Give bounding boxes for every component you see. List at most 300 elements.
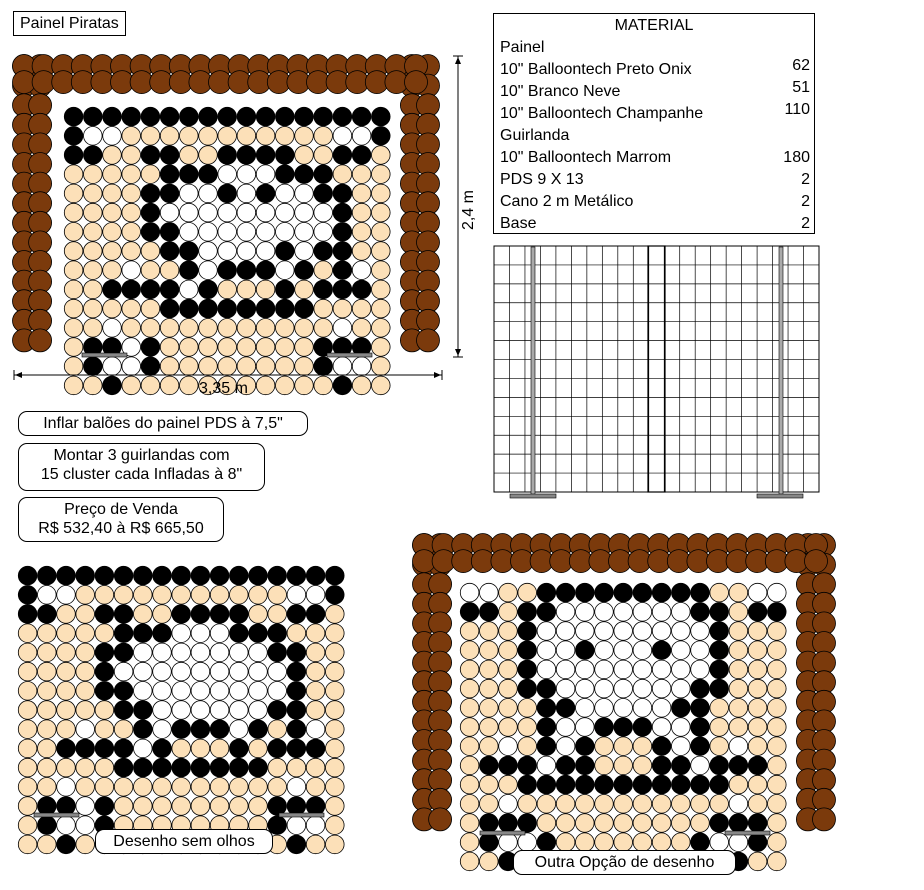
- panel-balloon: [249, 586, 268, 605]
- panel-balloon: [295, 242, 314, 261]
- height-dimension-label: 2,4 m: [460, 189, 477, 230]
- panel-balloon: [672, 775, 691, 794]
- panel-balloon: [268, 720, 287, 739]
- panel-balloon: [180, 261, 199, 280]
- panel-balloon: [230, 701, 249, 720]
- panel-balloon: [306, 566, 325, 585]
- panel-balloon: [191, 624, 210, 643]
- panel-balloon: [306, 816, 325, 835]
- panel-balloon: [249, 778, 268, 797]
- panel-balloon: [180, 184, 199, 203]
- panel-balloon: [595, 775, 614, 794]
- panel-balloon: [595, 603, 614, 622]
- panel-balloon: [38, 701, 57, 720]
- panel-balloon: [372, 107, 391, 126]
- panel-balloon: [633, 622, 652, 641]
- panel-balloon: [480, 622, 499, 641]
- panel-balloon: [306, 797, 325, 816]
- panel-balloon: [556, 795, 575, 814]
- panel-balloon: [537, 603, 556, 622]
- panel-balloon: [372, 280, 391, 299]
- panel-balloon: [268, 605, 287, 624]
- panel-balloon: [595, 814, 614, 833]
- panel-balloon: [614, 660, 633, 679]
- panel-balloon: [499, 718, 518, 737]
- panel-balloon: [595, 795, 614, 814]
- panel-balloon: [84, 319, 103, 338]
- panel-balloon: [76, 566, 95, 585]
- panel-balloon: [191, 566, 210, 585]
- panel-balloon: [153, 662, 172, 681]
- panel-balloon: [141, 299, 160, 318]
- caption-other-option: Outra Opção de desenho: [513, 850, 736, 875]
- panel-balloon: [314, 165, 333, 184]
- panel-balloon: [84, 146, 103, 165]
- panel-balloon: [134, 778, 153, 797]
- panel-balloon: [614, 641, 633, 660]
- panel-balloon: [256, 357, 275, 376]
- panel-balloon: [614, 833, 633, 852]
- material-qty: 110: [784, 101, 810, 118]
- panel-balloon: [672, 660, 691, 679]
- panel-balloon: [268, 624, 287, 643]
- panel-balloon: [141, 319, 160, 338]
- panel-balloon: [134, 643, 153, 662]
- panel-balloon: [230, 586, 249, 605]
- panel-balloon: [276, 242, 295, 261]
- panel-balloon: [95, 586, 114, 605]
- panel-balloon: [372, 242, 391, 261]
- panel-balloon: [306, 701, 325, 720]
- panel-balloon: [84, 242, 103, 261]
- panel-balloon: [172, 624, 191, 643]
- panel-balloon: [295, 357, 314, 376]
- panel-balloon: [672, 718, 691, 737]
- panel-balloon: [518, 737, 537, 756]
- panel-balloon: [372, 184, 391, 203]
- panel-balloon: [230, 797, 249, 816]
- panel-balloon: [768, 660, 787, 679]
- panel-balloon: [372, 146, 391, 165]
- panel-base: [757, 494, 803, 498]
- panel-balloon: [210, 739, 229, 758]
- panel-balloon: [480, 679, 499, 698]
- panel-balloon: [64, 127, 83, 146]
- panel-balloon: [84, 223, 103, 242]
- panel-balloon: [103, 319, 122, 338]
- panel-balloon: [191, 605, 210, 624]
- panel-balloon: [95, 797, 114, 816]
- panel-balloon: [295, 203, 314, 222]
- dimension-arrow: [434, 372, 441, 378]
- panel-balloon: [276, 376, 295, 395]
- panel-balloon: [314, 127, 333, 146]
- panel-balloon: [95, 778, 114, 797]
- panel-balloon: [556, 583, 575, 602]
- panel-balloon: [268, 682, 287, 701]
- panel-balloon: [729, 775, 748, 794]
- panel-balloon: [210, 701, 229, 720]
- panel-balloon: [153, 758, 172, 777]
- panel-balloon: [537, 775, 556, 794]
- panel-balloon: [218, 107, 237, 126]
- panel-balloon: [518, 699, 537, 718]
- panel-balloon: [276, 127, 295, 146]
- panel-balloon: [153, 643, 172, 662]
- panel-balloon: [652, 756, 671, 775]
- panel-balloon: [199, 299, 218, 318]
- panel-balloon: [114, 739, 133, 758]
- panel-balloon: [614, 603, 633, 622]
- panel-balloon: [153, 624, 172, 643]
- panel-balloon: [57, 739, 76, 758]
- panel-balloon: [57, 778, 76, 797]
- panel-balloon: [57, 566, 76, 585]
- panel-balloon: [180, 127, 199, 146]
- panel-balloon: [537, 660, 556, 679]
- panel-balloon: [633, 718, 652, 737]
- panel-balloon: [230, 662, 249, 681]
- panel-balloon: [199, 261, 218, 280]
- panel-balloon: [114, 605, 133, 624]
- panel-balloon: [180, 223, 199, 242]
- panel-balloon: [710, 679, 729, 698]
- panel-balloon: [295, 107, 314, 126]
- panel-balloon: [295, 223, 314, 242]
- material-row: [500, 101, 810, 126]
- panel-balloon: [268, 758, 287, 777]
- panel-balloon: [729, 603, 748, 622]
- panel-balloon: [499, 795, 518, 814]
- panel-balloon: [160, 127, 179, 146]
- panel-balloon: [614, 622, 633, 641]
- garland-balloon: [813, 808, 836, 831]
- panel-base: [725, 831, 770, 835]
- panel-balloon: [333, 319, 352, 338]
- panel-balloon: [256, 127, 275, 146]
- panel-balloon: [372, 165, 391, 184]
- panel-balloon: [352, 223, 371, 242]
- panel-balloon: [172, 720, 191, 739]
- panel-balloon: [556, 718, 575, 737]
- panel-balloon: [218, 146, 237, 165]
- panel-balloon: [76, 701, 95, 720]
- panel-balloon: [691, 775, 710, 794]
- panel-balloon: [210, 605, 229, 624]
- panel-balloon: [295, 127, 314, 146]
- panel-balloon: [153, 605, 172, 624]
- panel-balloon: [141, 261, 160, 280]
- panel-balloon: [729, 699, 748, 718]
- panel-balloon: [672, 756, 691, 775]
- panel-balloon: [729, 718, 748, 737]
- panel-balloon: [57, 816, 76, 835]
- material-name: 10" Balloontech Champanhe: [500, 105, 704, 122]
- panel-balloon: [314, 319, 333, 338]
- panel-balloon: [537, 641, 556, 660]
- panel-balloon: [287, 835, 306, 854]
- panel-balloon: [38, 720, 57, 739]
- panel-balloon: [537, 833, 556, 852]
- panel-balloon: [576, 775, 595, 794]
- panel-balloon: [191, 701, 210, 720]
- panel-balloon: [218, 319, 237, 338]
- panel-balloon: [614, 699, 633, 718]
- panel-balloon: [122, 319, 141, 338]
- panel-balloon: [191, 720, 210, 739]
- panel-balloon: [295, 146, 314, 165]
- panel-balloon: [729, 583, 748, 602]
- panel-balloon: [710, 603, 729, 622]
- panel-balloon: [556, 622, 575, 641]
- panel-balloon: [103, 357, 122, 376]
- panel-base: [279, 813, 324, 817]
- panel-balloon: [141, 184, 160, 203]
- panel-balloon: [141, 165, 160, 184]
- panel-balloon: [306, 739, 325, 758]
- garland-balloon: [805, 550, 828, 573]
- panel-balloon: [333, 261, 352, 280]
- panel-balloon: [691, 699, 710, 718]
- panel-balloon: [199, 242, 218, 261]
- panel-balloon: [57, 835, 76, 854]
- panel-balloon: [141, 223, 160, 242]
- panel-balloon: [729, 833, 748, 852]
- panel-balloon: [18, 720, 37, 739]
- panel-balloon: [710, 833, 729, 852]
- panel-balloon: [499, 833, 518, 852]
- panel-balloon: [576, 756, 595, 775]
- panel-balloon: [326, 816, 345, 835]
- panel-balloon: [249, 758, 268, 777]
- panel-balloon: [95, 739, 114, 758]
- panel-balloon: [576, 641, 595, 660]
- panel-balloon: [153, 720, 172, 739]
- panel-balloon: [768, 833, 787, 852]
- panel-balloon: [114, 624, 133, 643]
- material-qty: 62: [792, 57, 810, 74]
- panel-balloon: [134, 624, 153, 643]
- panel-balloon: [537, 679, 556, 698]
- width-dimension-label: 3,35 m: [199, 380, 248, 397]
- panel-balloon: [210, 566, 229, 585]
- panel-balloon: [314, 357, 333, 376]
- panel-balloon: [652, 660, 671, 679]
- panel-balloon: [160, 203, 179, 222]
- panel-balloon: [537, 622, 556, 641]
- panel-balloon: [276, 165, 295, 184]
- panel-balloon: [372, 299, 391, 318]
- panel-balloon: [595, 756, 614, 775]
- panel-balloon: [499, 641, 518, 660]
- panel-balloon: [76, 586, 95, 605]
- panel-balloon: [237, 203, 256, 222]
- panel-balloon: [76, 643, 95, 662]
- panel-balloon: [134, 605, 153, 624]
- panel-balloon: [256, 261, 275, 280]
- panel-balloon: [499, 737, 518, 756]
- panel-balloon: [249, 605, 268, 624]
- panel-balloon: [306, 778, 325, 797]
- panel-balloon: [76, 739, 95, 758]
- panel-balloon: [237, 242, 256, 261]
- panel-balloon: [729, 641, 748, 660]
- panel-balloon: [333, 376, 352, 395]
- panel-balloon: [191, 758, 210, 777]
- panel-balloon: [287, 758, 306, 777]
- panel-balloon: [134, 758, 153, 777]
- panel-balloon: [237, 223, 256, 242]
- panel-balloon: [141, 146, 160, 165]
- material-qty: 2: [801, 193, 810, 210]
- panel-balloon: [556, 679, 575, 698]
- panel-balloon: [710, 756, 729, 775]
- panel-balloon: [191, 739, 210, 758]
- panel-balloon: [64, 107, 83, 126]
- panel-balloon: [768, 641, 787, 660]
- panel-balloon: [249, 662, 268, 681]
- panel-balloon: [306, 835, 325, 854]
- panel-balloon: [748, 833, 767, 852]
- panel-balloon: [537, 737, 556, 756]
- panel-balloon: [84, 203, 103, 222]
- panel-balloon: [103, 184, 122, 203]
- panel-balloon: [460, 852, 479, 871]
- panel-balloon: [314, 261, 333, 280]
- panel-balloon: [191, 586, 210, 605]
- panel-balloon: [180, 319, 199, 338]
- panel-balloon: [210, 720, 229, 739]
- panel-balloon: [314, 184, 333, 203]
- panel-balloon: [237, 261, 256, 280]
- panel-balloon: [748, 756, 767, 775]
- panel-balloon: [103, 299, 122, 318]
- panel-balloon: [172, 758, 191, 777]
- panel-balloon: [710, 660, 729, 679]
- panel-balloon: [633, 660, 652, 679]
- panel-balloon: [84, 357, 103, 376]
- panel-balloon: [729, 737, 748, 756]
- panel-balloon: [57, 701, 76, 720]
- panel-balloon: [172, 643, 191, 662]
- panel-balloon: [595, 679, 614, 698]
- panel-balloon: [153, 797, 172, 816]
- panel-balloon: [210, 778, 229, 797]
- panel-balloon: [230, 758, 249, 777]
- panel-balloon: [38, 586, 57, 605]
- panel-balloon: [180, 280, 199, 299]
- panel-balloon: [38, 605, 57, 624]
- panel-balloon: [64, 376, 83, 395]
- panel-balloon: [460, 737, 479, 756]
- panel-balloon: [372, 319, 391, 338]
- panel-balloon: [518, 833, 537, 852]
- panel-balloon: [160, 357, 179, 376]
- panel-balloon: [352, 184, 371, 203]
- panel-balloon: [556, 699, 575, 718]
- panel-balloon: [633, 814, 652, 833]
- panel-balloon: [306, 586, 325, 605]
- panel-balloon: [38, 778, 57, 797]
- panel-balloon: [460, 660, 479, 679]
- panel-balloon: [614, 583, 633, 602]
- panel-balloon: [134, 566, 153, 585]
- panel-balloon: [460, 795, 479, 814]
- panel-balloon: [306, 605, 325, 624]
- panel-balloon: [652, 603, 671, 622]
- panel-balloon: [95, 701, 114, 720]
- panel-balloon: [218, 280, 237, 299]
- panel-balloon: [114, 682, 133, 701]
- panel-balloon: [268, 586, 287, 605]
- panel-balloon: [95, 605, 114, 624]
- panel-balloon: [122, 299, 141, 318]
- panel-balloon: [268, 797, 287, 816]
- panel-balloon: [595, 718, 614, 737]
- panel-balloon: [314, 146, 333, 165]
- panel-balloon: [122, 127, 141, 146]
- panel-balloon: [672, 737, 691, 756]
- panel-balloon: [480, 795, 499, 814]
- price-value: R$ 532,40 à R$ 665,50: [38, 520, 204, 537]
- panel-balloon: [153, 739, 172, 758]
- panel-balloon: [256, 107, 275, 126]
- panel-balloon: [57, 758, 76, 777]
- panel-balloon: [748, 641, 767, 660]
- panel-balloon: [199, 319, 218, 338]
- panel-balloon: [103, 376, 122, 395]
- panel-balloon: [326, 643, 345, 662]
- panel-balloon: [460, 679, 479, 698]
- panel-balloon: [287, 739, 306, 758]
- panel-balloon: [314, 107, 333, 126]
- metal-pole: [531, 247, 535, 497]
- panel-balloon: [614, 679, 633, 698]
- panel-balloon: [672, 814, 691, 833]
- panel-balloon: [614, 795, 633, 814]
- panel-balloon: [237, 338, 256, 357]
- panel-balloon: [134, 586, 153, 605]
- material-row: [500, 79, 810, 104]
- material-row: [500, 148, 810, 170]
- panel-balloon: [180, 376, 199, 395]
- panel-balloon: [518, 622, 537, 641]
- panel-balloon: [352, 376, 371, 395]
- material-row: [500, 126, 810, 148]
- panel-balloon: [180, 165, 199, 184]
- panel-balloon: [748, 583, 767, 602]
- panel-balloon: [38, 662, 57, 681]
- dimension-arrow: [15, 372, 22, 378]
- panel-balloon: [199, 280, 218, 299]
- panel-balloon: [576, 622, 595, 641]
- panel-balloon: [141, 357, 160, 376]
- panel-balloon: [76, 662, 95, 681]
- panel-balloon: [180, 146, 199, 165]
- panel-balloon: [64, 338, 83, 357]
- panel-balloon: [268, 739, 287, 758]
- panel-balloon: [691, 814, 710, 833]
- panel-balloon: [122, 223, 141, 242]
- panel-balloon: [748, 795, 767, 814]
- panel-balloon: [237, 299, 256, 318]
- panel-balloon: [326, 778, 345, 797]
- panel-balloon: [306, 682, 325, 701]
- panel-balloon: [499, 583, 518, 602]
- panel-balloon: [249, 643, 268, 662]
- panel-balloon: [633, 583, 652, 602]
- panel-balloon: [57, 720, 76, 739]
